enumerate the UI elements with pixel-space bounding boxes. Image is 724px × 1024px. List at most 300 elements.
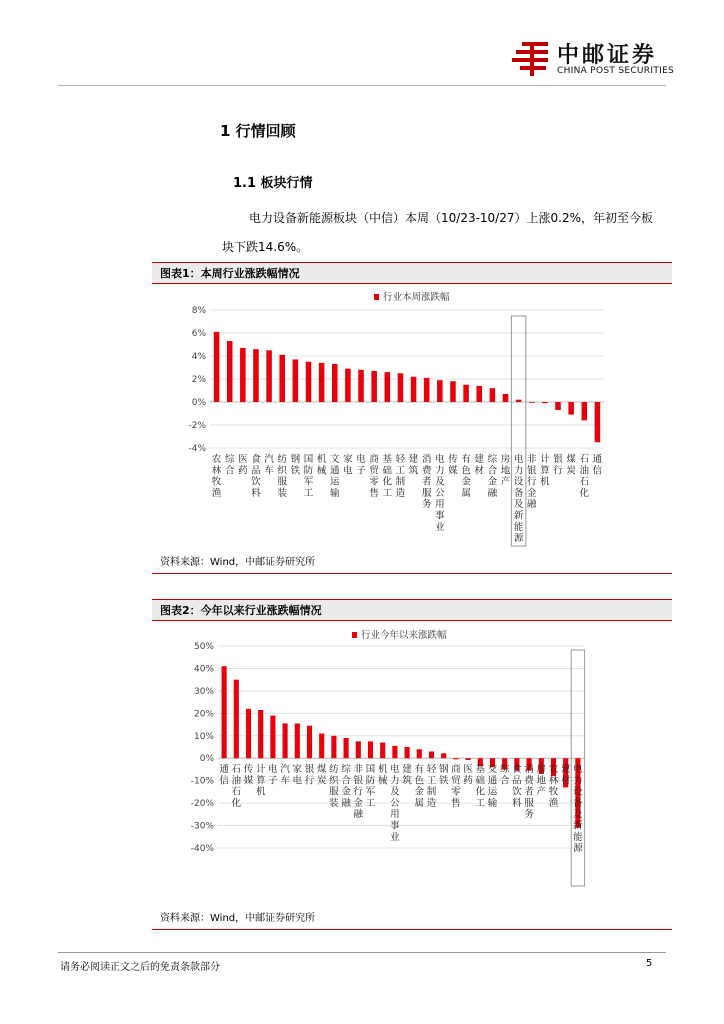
category-char: 非 xyxy=(527,454,537,465)
category-char: 钢 xyxy=(438,764,449,775)
category-char: 交 xyxy=(487,764,498,775)
category-char: 及 xyxy=(573,809,583,821)
category-label xyxy=(593,454,603,476)
bar xyxy=(332,364,338,402)
figure-1-bottom-rule xyxy=(152,573,672,574)
category-char: 轻 xyxy=(395,454,406,465)
category-label xyxy=(514,453,524,544)
category-char: 色 xyxy=(414,775,425,787)
category-char: 家 xyxy=(292,764,303,775)
category-char: 筑 xyxy=(408,465,419,477)
bar xyxy=(405,747,410,758)
category-label xyxy=(435,453,445,533)
bar xyxy=(319,363,325,402)
category-label xyxy=(409,453,419,476)
bar xyxy=(293,359,299,402)
category-char: 综 xyxy=(341,764,351,775)
y-tick-label: 50% xyxy=(193,642,214,652)
figure-2-bottom-rule xyxy=(152,929,672,930)
category-char: 输 xyxy=(487,797,498,809)
category-char: 国 xyxy=(303,454,314,465)
category-char: 通 xyxy=(592,454,603,465)
category-char: 料 xyxy=(251,487,261,499)
bar xyxy=(392,746,397,758)
category-char: 色 xyxy=(461,465,471,477)
paragraph-line-2: 块下跌14.6%。 xyxy=(222,240,309,254)
category-char: 属 xyxy=(414,797,425,809)
category-char: 电 xyxy=(268,764,278,775)
category-char: 有 xyxy=(414,764,425,775)
category-char: 造 xyxy=(395,487,406,499)
category-char: 贸 xyxy=(451,775,461,787)
category-char: 医 xyxy=(463,764,473,775)
bar xyxy=(307,726,312,759)
category-char: 能 xyxy=(513,521,524,533)
category-label xyxy=(238,454,248,476)
category-label xyxy=(369,453,379,499)
category-char: 医 xyxy=(238,454,248,465)
category-char: 织 xyxy=(277,465,287,477)
category-char: 石 xyxy=(579,454,590,465)
category-char: 石 xyxy=(231,786,242,798)
category-label xyxy=(390,763,400,843)
category-char: 力 xyxy=(513,465,524,477)
category-label xyxy=(451,763,461,809)
category-char: 化 xyxy=(382,476,393,488)
page-number: 5 xyxy=(646,958,653,969)
y-tick-label: -10% xyxy=(190,776,214,787)
category-char: 子 xyxy=(356,465,366,477)
category-char: 及 xyxy=(513,499,524,511)
category-char: 织 xyxy=(329,775,339,787)
y-tick-label: 30% xyxy=(193,686,214,697)
category-char: 汽 xyxy=(264,454,274,465)
category-char: 铁 xyxy=(290,465,301,477)
category-char: 食 xyxy=(251,454,261,465)
category-char: 务 xyxy=(421,499,432,511)
category-label xyxy=(580,454,590,499)
category-char: 装 xyxy=(329,797,339,809)
y-tick-label: -40% xyxy=(190,844,214,854)
category-char: 事 xyxy=(390,820,400,832)
category-char: 国 xyxy=(365,764,376,775)
category-label xyxy=(537,763,547,798)
category-char: 制 xyxy=(426,786,437,798)
category-char: 建 xyxy=(560,764,571,775)
category-label xyxy=(488,453,498,499)
category-label xyxy=(415,763,425,809)
category-char: 石 xyxy=(579,476,590,488)
chart-legend xyxy=(352,629,447,641)
category-char: 房 xyxy=(500,454,511,465)
category-char: 饮 xyxy=(512,786,522,798)
category-char: 输 xyxy=(330,487,340,499)
category-char: 信 xyxy=(592,465,603,477)
category-label xyxy=(232,764,242,809)
category-label xyxy=(341,763,351,809)
category-char: 金 xyxy=(487,476,498,488)
category-label xyxy=(501,453,511,488)
category-char: 服 xyxy=(421,487,432,499)
category-char: 务 xyxy=(524,809,534,821)
bar xyxy=(222,666,227,758)
subsection-title: 1.1 板块行情 xyxy=(233,176,313,191)
category-char: 源 xyxy=(573,843,583,855)
category-char: 服 xyxy=(329,786,339,798)
category-char: 电 xyxy=(356,454,366,465)
category-char: 食 xyxy=(512,764,522,775)
bar xyxy=(356,741,361,758)
category-char: 工 xyxy=(475,797,486,809)
category-char: 设 xyxy=(513,476,524,488)
category-char: 化 xyxy=(579,487,590,499)
category-char: 融 xyxy=(487,487,498,499)
bar xyxy=(424,378,430,402)
y-tick-label: 2% xyxy=(191,375,206,385)
category-label xyxy=(439,763,449,786)
category-char: 融 xyxy=(341,797,351,809)
category-label xyxy=(251,453,261,499)
y-tick-label: 6% xyxy=(191,329,206,339)
category-char: 公 xyxy=(390,797,400,809)
category-char: 消 xyxy=(421,454,432,465)
category-label xyxy=(427,763,437,809)
category-label xyxy=(329,763,339,809)
category-char: 制 xyxy=(395,476,406,488)
category-char: 础 xyxy=(382,465,393,477)
category-char: 车 xyxy=(264,465,274,477)
category-char: 者 xyxy=(524,786,534,798)
category-char: 媒 xyxy=(243,775,254,787)
bar xyxy=(411,377,417,402)
category-char: 贸 xyxy=(369,465,379,477)
category-char: 电 xyxy=(513,454,524,465)
category-label xyxy=(476,763,486,809)
category-char: 电 xyxy=(292,775,303,787)
bar xyxy=(429,751,434,758)
category-char: 通 xyxy=(330,465,340,477)
category-char: 料 xyxy=(512,797,522,809)
category-char: 售 xyxy=(369,487,379,499)
category-char: 工 xyxy=(303,487,314,499)
category-char: 力 xyxy=(435,465,445,477)
category-label xyxy=(500,763,510,786)
category-label xyxy=(366,764,376,809)
chart-ytd-industry-change xyxy=(152,622,672,887)
category-char: 地 xyxy=(500,465,511,477)
category-label xyxy=(317,453,327,476)
category-label xyxy=(256,763,266,798)
bar xyxy=(345,369,351,402)
logo-mark-icon xyxy=(512,40,554,80)
category-char: 材 xyxy=(474,465,484,477)
category-label xyxy=(463,764,473,786)
bar xyxy=(516,400,522,402)
category-char: 及 xyxy=(390,786,400,798)
category-label xyxy=(305,763,315,786)
category-char: 零 xyxy=(369,476,379,488)
category-char: 油 xyxy=(579,465,590,477)
category-char: 源 xyxy=(513,533,524,545)
category-char: 费 xyxy=(421,465,432,477)
category-label xyxy=(219,764,229,786)
category-char: 基 xyxy=(382,454,393,465)
category-char: 军 xyxy=(365,786,376,798)
bar xyxy=(437,380,443,402)
category-label xyxy=(291,453,301,476)
category-char: 品 xyxy=(251,465,261,477)
category-char: 药 xyxy=(238,465,248,477)
category-char: 林 xyxy=(211,465,222,477)
category-char: 及 xyxy=(435,476,445,488)
figure-2-source: 资料来源：Wind，中邮证券研究所 xyxy=(160,913,316,924)
category-char: 算 xyxy=(255,775,266,787)
category-char: 公 xyxy=(435,487,445,499)
y-tick-label: -20% xyxy=(190,799,214,810)
category-char: 煤 xyxy=(566,454,576,465)
category-char: 础 xyxy=(475,775,486,787)
bar xyxy=(380,743,385,759)
legend-swatch xyxy=(374,294,379,300)
category-char: 行 xyxy=(304,775,315,787)
category-char: 消 xyxy=(524,764,534,775)
category-char: 渔 xyxy=(548,797,559,809)
category-char: 行 xyxy=(553,465,563,477)
category-char: 行 xyxy=(353,786,364,798)
legend-label: 行业本周涨跌幅 xyxy=(383,292,450,303)
section-title: 1 行情回顾 xyxy=(220,122,296,140)
category-char: 者 xyxy=(421,476,432,488)
category-char: 药 xyxy=(463,775,473,787)
category-char: 汽 xyxy=(280,764,290,775)
category-char: 饮 xyxy=(251,476,261,488)
y-tick-label: 8% xyxy=(191,306,206,316)
category-char: 化 xyxy=(231,797,242,809)
bar xyxy=(266,350,272,402)
category-label xyxy=(330,453,340,499)
category-char: 零 xyxy=(451,786,461,798)
category-char: 电 xyxy=(390,764,400,775)
bar xyxy=(398,373,404,402)
category-label xyxy=(561,763,571,786)
category-char: 传 xyxy=(243,764,254,775)
bar xyxy=(319,734,324,759)
category-char: 机 xyxy=(316,454,327,465)
bar xyxy=(258,710,263,758)
category-char: 材 xyxy=(560,775,571,787)
bar xyxy=(368,741,373,758)
category-label xyxy=(354,763,364,820)
category-char: 农 xyxy=(548,764,559,775)
category-char: 造 xyxy=(426,797,437,809)
category-char: 业 xyxy=(390,831,400,843)
legend-label: 行业今年以来涨跌幅 xyxy=(361,630,447,641)
y-tick-label: -2% xyxy=(188,421,206,431)
category-char: 建 xyxy=(408,454,419,465)
y-tick-label: 10% xyxy=(193,731,214,742)
bar xyxy=(568,402,574,415)
bar xyxy=(385,372,391,402)
category-char: 子 xyxy=(268,775,278,787)
category-label xyxy=(549,763,559,809)
category-label xyxy=(304,454,314,499)
bar xyxy=(358,370,364,402)
category-char: 商 xyxy=(451,764,461,775)
bar xyxy=(253,349,259,402)
category-label xyxy=(378,763,388,786)
category-char: 金 xyxy=(461,476,471,488)
category-char: 建 xyxy=(402,764,412,775)
category-char: 有 xyxy=(461,454,471,465)
category-char: 基 xyxy=(475,764,486,775)
footer-disclaimer: 请务必阅读正文之后的免责条款部分 xyxy=(60,962,220,973)
chart-legend xyxy=(374,291,450,303)
category-char: 行 xyxy=(527,476,537,488)
category-char: 运 xyxy=(487,786,498,798)
category-char: 合 xyxy=(341,775,351,787)
bar xyxy=(227,341,233,402)
category-char: 合 xyxy=(487,465,498,477)
category-char: 产 xyxy=(500,476,511,488)
category-char: 电 xyxy=(343,465,353,477)
bar xyxy=(542,402,548,403)
category-char: 融 xyxy=(353,809,364,821)
category-char: 钢 xyxy=(290,454,301,465)
category-char: 牧 xyxy=(211,476,222,488)
category-char: 防 xyxy=(303,465,314,477)
category-char: 电 xyxy=(573,764,583,775)
category-char: 地 xyxy=(536,775,547,787)
y-tick-label: 0% xyxy=(191,398,206,408)
category-char: 纺 xyxy=(329,764,339,775)
category-label xyxy=(293,763,303,786)
category-label xyxy=(343,453,353,476)
category-label xyxy=(488,763,498,809)
legend-swatch xyxy=(352,632,357,638)
bar xyxy=(214,332,220,402)
category-char: 计 xyxy=(255,764,266,775)
category-label xyxy=(540,453,550,488)
category-char: 筑 xyxy=(402,775,412,787)
category-char: 能 xyxy=(573,831,583,843)
category-char: 电 xyxy=(435,454,445,465)
category-label xyxy=(448,453,458,476)
category-char: 运 xyxy=(330,476,340,488)
category-char: 机 xyxy=(255,786,266,798)
category-char: 商 xyxy=(369,454,379,465)
bar xyxy=(306,362,312,402)
bar xyxy=(417,749,422,758)
category-label xyxy=(461,453,471,499)
category-char: 银 xyxy=(353,775,364,787)
category-label xyxy=(402,763,412,786)
category-char: 计 xyxy=(540,454,550,465)
category-char: 石 xyxy=(231,764,242,775)
category-char: 银 xyxy=(527,465,537,477)
category-char: 新 xyxy=(573,820,583,832)
category-label xyxy=(244,763,254,786)
figure-1-title: 图表1：本周行业涨跌幅情况 xyxy=(152,262,672,284)
category-char: 金 xyxy=(414,786,425,798)
category-char: 金 xyxy=(341,786,351,798)
category-char: 服 xyxy=(524,797,534,809)
bar xyxy=(463,385,469,402)
category-char: 防 xyxy=(365,775,376,787)
category-char: 传 xyxy=(448,454,458,465)
y-tick-label: -4% xyxy=(188,444,206,454)
category-char: 通 xyxy=(219,764,229,775)
company-logo xyxy=(512,40,675,80)
category-char: 铁 xyxy=(438,775,449,787)
footer-divider xyxy=(58,952,666,953)
category-char: 产 xyxy=(536,786,547,798)
category-char: 综 xyxy=(224,454,235,465)
y-tick-label: -30% xyxy=(190,821,214,832)
category-char: 属 xyxy=(461,487,471,499)
category-label xyxy=(566,453,576,476)
y-tick-label: 4% xyxy=(191,352,206,362)
bar xyxy=(529,402,535,403)
y-tick-label: 20% xyxy=(193,709,214,720)
category-label xyxy=(356,453,366,476)
category-char: 综 xyxy=(487,454,498,465)
paragraph-line-1: 电力设备新能源板块（中信）本周（10/23-10/27）上涨0.2%，年初至今板 xyxy=(249,211,653,225)
category-label xyxy=(573,763,583,854)
category-char: 业 xyxy=(435,521,445,533)
bar xyxy=(295,723,300,758)
y-tick-label: 40% xyxy=(193,664,214,675)
category-char: 备 xyxy=(573,797,583,809)
category-char: 通 xyxy=(487,775,498,787)
category-char: 炭 xyxy=(316,775,327,787)
category-char: 林 xyxy=(548,775,559,787)
bar xyxy=(476,386,482,402)
bar xyxy=(582,402,588,420)
category-label xyxy=(422,453,432,510)
figure-2-title: 图表2：今年以来行业涨跌幅情况 xyxy=(152,599,672,621)
bar xyxy=(344,738,349,758)
category-char: 机 xyxy=(540,476,550,488)
logo-cn-text: 中邮证券 xyxy=(557,43,658,68)
category-char: 用 xyxy=(435,499,445,511)
category-label xyxy=(383,453,393,499)
y-tick-label: 0% xyxy=(199,754,214,765)
category-char: 事 xyxy=(435,510,445,522)
category-char: 工 xyxy=(426,775,437,787)
category-char: 房 xyxy=(536,764,547,775)
category-char: 设 xyxy=(573,786,583,798)
category-char: 化 xyxy=(475,786,486,798)
chart-weekly-industry-change xyxy=(152,284,672,550)
bar xyxy=(371,371,377,402)
category-label xyxy=(512,763,522,809)
category-char: 力 xyxy=(573,775,583,787)
bar xyxy=(246,709,251,758)
bar xyxy=(450,381,456,402)
category-char: 牧 xyxy=(548,786,559,798)
bar xyxy=(270,716,275,759)
bar xyxy=(595,402,601,442)
category-char: 融 xyxy=(527,499,537,511)
category-char: 工 xyxy=(365,797,376,809)
category-char: 家 xyxy=(343,454,353,465)
category-char: 金 xyxy=(353,797,364,809)
bar xyxy=(234,680,239,759)
category-label xyxy=(527,453,537,510)
category-char: 轻 xyxy=(426,764,437,775)
category-char: 银 xyxy=(304,764,315,775)
category-char: 军 xyxy=(303,476,314,488)
